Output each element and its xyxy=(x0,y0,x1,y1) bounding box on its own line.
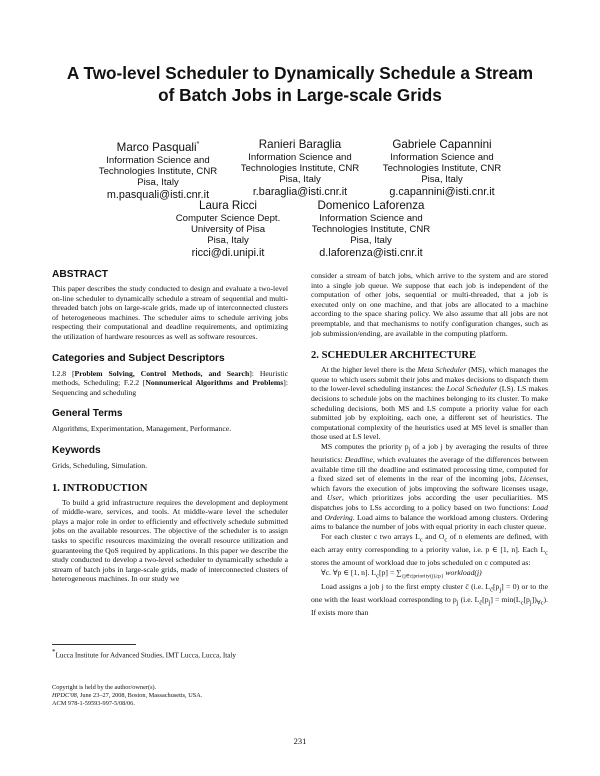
author-block-pasquali: Marco Pasquali* Information Science and Technologies Institute, CNR Pisa, Italy m.pasquali@isti.cnr.it xyxy=(88,138,228,202)
right-column xyxy=(311,271,548,618)
categories-heading: Categories and Subject Descriptors xyxy=(52,352,225,364)
workload-formula: ∀c. ∀p ∈ [1, n]. $L_c[p] = \sum_{\{j\in c|priority(j)\ge p\}}$ workload(j) xyxy=(321,567,482,580)
author-block-capannini: Gabriele Capannini Information Science and Technologies Institute, CNR Pisa, Italy g.capannini@isti.cnr.it xyxy=(370,138,514,199)
author-email[interactable]: m.pasquali@isti.cnr.it xyxy=(106,188,210,201)
author-email[interactable]: r.baraglia@isti.cnr.it xyxy=(252,186,348,198)
categories-text: I.2.8 [Problem Solving, Control Methods, and Search]: Heuristic methods, Scheduling; F.2.2 [Nonnumerical Algorithms and Problems]: Sequencing and scheduling xyxy=(52,368,288,397)
abstract-text: This paper describes the study conducted to design and evaluate a two-level on-line scheduler to dynamically schedule a stream of sequential and multi-threaded batch jobs on large-scale grids, made up of interconnected clusters of heterogeneous machines. The scheduler aims to schedule arriving jobs respecting their computational and deadline requirements, and optimizing the utilization of hardware resources as well as software resources. xyxy=(52,284,288,341)
keywords-text: Grids, Scheduling, Simulation. xyxy=(52,460,148,470)
arch-paragraph-1: At the higher level there is the Meta Scheduler (MS), which manages the queue to which users submit their jobs and makes decisions to dispatch them to the lower-level scheduling instances: the Local Scheduler (LS). LS makes decisions to schedule jobs on the machines belonging to its cluster. To make scheduling decisions, both MS and LS compute a priority value for each submitted job by exploiting, each one, a different set of heuristics. The computational complexity of the heuristics used at MS level is smaller than those used at LS level. xyxy=(311,365,549,442)
general-terms-text: Algorithms, Experimentation, Management, Performance. xyxy=(52,424,232,434)
page-number: 231 xyxy=(293,736,307,746)
author-email[interactable]: ricci@di.unipi.it xyxy=(191,247,265,259)
footnote: *Lucca Institute for Advanced Studies, IMT Lucca, Lucca, Italy xyxy=(52,648,236,660)
general-terms-heading: General Terms xyxy=(52,408,123,420)
intro-text: To build a grid infrastructure requires the development and deployment of middle-ware, services, and tools. At middle-ware level the scheduler plays a major role in order to efficiently and effectively schedule submitted jobs on the available resources. The objective of the scheduler is to assign tasks to specific resources maximizing the overall resource utilization and guaranteeing the QoS required by applications. In this paper we describe the study conducted to develop a two-level scheduler to dynamically schedule a stream of batch jobs in large-scale grids, made of interconnected clusters of heterogeneous machines. In our study we xyxy=(52,497,288,584)
left-column xyxy=(52,268,288,584)
arch-paragraph-4: Load assigns a job j to the first empty cluster c̄ (i.e. $L_{c̄}[p_j] = 0$) or to the one with the least workload corresponding to $p_j$ (i.e. $L_{c̄}[p_j] = \min(L_c[p_j])_{\forall c}$). If exists more than xyxy=(311,581,548,617)
author-block-ricci: Laura Ricci Computer Science Dept. University of Pisa Pisa, Italy ricci@di.unipi.it xyxy=(158,199,298,260)
footnote-rule xyxy=(52,644,136,645)
arch-heading: 2. SCHEDULER ARCHITECTURE xyxy=(311,350,477,362)
arch-paragraph-2: MS computes the priority $p_j$ of a job j by averaging the results of three heuristics: Deadline, which evaluates the average of the differences between available time till the deadline and estimated processing time, computed for a fixed sized set of elements in the rear of the incoming jobs, Licenses, which favors the execution of jobs improving the software licenses usage, and User, which prioritizes jobs according the user peculiarities. MS dispatches jobs to LSs according to a policy based on two functions: Load and Ordering. Load aims to balance the workload among clusters. Ordering aims to balance the number of jobs with equal priority in each cluster queue. xyxy=(311,441,549,532)
copyright-block: Copyright is held by the author/owner(s). HPDC'08, June 23–27, 2008, Boston, Massachusetts, USA. ACM 978-1-59593-997-5/08/06. xyxy=(52,684,203,707)
keywords-heading: Keywords xyxy=(52,444,101,456)
author-email[interactable]: g.capannini@isti.cnr.it xyxy=(389,186,495,198)
author-block-laforenza: Domenico Laforenza Information Science and Technologies Institute, CNR Pisa, Italy d.laforenza@isti.cnr.it xyxy=(300,199,442,260)
intro-heading: 1. INTRODUCTION xyxy=(52,482,148,494)
paper-title: A Two-level Scheduler to Dynamically Schedule a Stream of Batch Jobs in Large-scale Grids xyxy=(66,63,534,105)
abstract-heading: ABSTRACT xyxy=(52,269,109,280)
intro-continued: consider a stream of batch jobs, which arrive to the system and are stored into a single job queue. We suppose that each job is independent of the computation of other jobs, sequential or multi-threaded, that a job is executed only on one machine, and that jobs are allocated to a machine according to the space sharing policy. We also assume that all jobs are not preemptable, and that mechanisms to notify configuration changes, such as job submission/ending, are available in the computing platform. xyxy=(311,271,548,338)
author-block-baraglia: Ranieri Baraglia Information Science and Technologies Institute, CNR Pisa, Italy r.baraglia@isti.cnr.it xyxy=(230,138,370,199)
author-email[interactable]: d.laforenza@isti.cnr.it xyxy=(319,247,423,259)
arch-paragraph-3: For each cluster c two arrays $L_c$ and $O_c$ of n elements are defined, with each array entry corresponding to a priority value, i.e. p ∈ [1, n]. Each $L_c$ stores the amount of workload due to jobs scheduled on c computed as: xyxy=(311,531,549,568)
